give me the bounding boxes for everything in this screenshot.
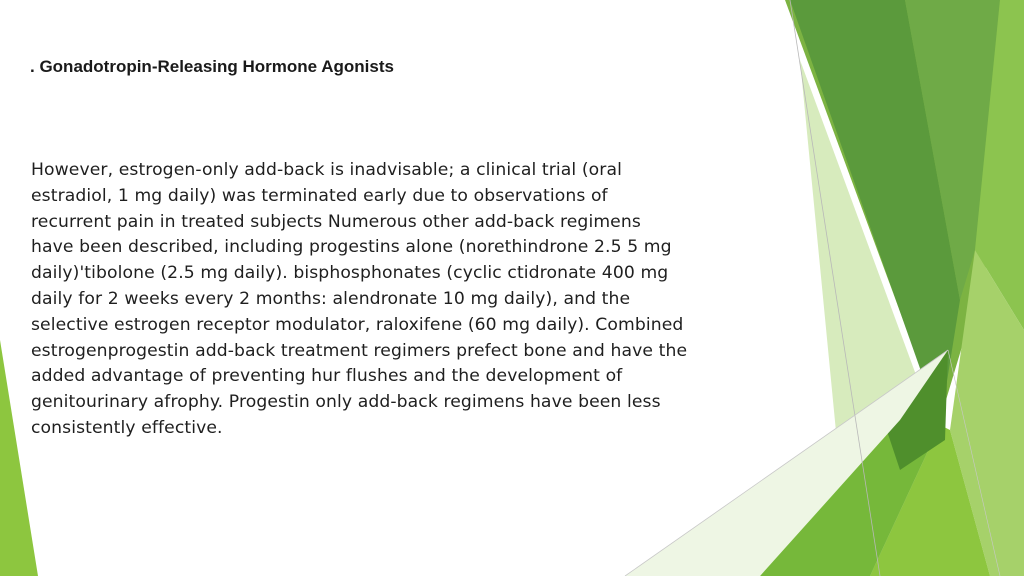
body-line: estradiol, 1 mg daily) was terminated early due to observations of — [31, 185, 608, 206]
body-line: recurrent pain in treated subjects Numerous other add-back regimens — [31, 211, 641, 232]
body-line: genitourinary afrophy. Progestin only add-back regimens have been less — [31, 392, 661, 413]
slide-title: . Gonadotropin-Releasing Hormone Agonists — [30, 57, 394, 76]
body-line: added advantage of preventing hur flushes and the development of — [31, 366, 623, 387]
body-paragraph — [31, 158, 771, 442]
body-line: However, estrogen-only add-back is inadvisable; a clinical trial (oral — [31, 160, 622, 180]
body-line: estrogenprogestin add-back treatment regimers prefect bone and have the — [31, 340, 688, 361]
body-line: selective estrogen receptor modulator, raloxifene (60 mg daily). Combined — [31, 314, 684, 335]
body-line: consistently effective. — [31, 417, 223, 438]
body-line: have been described, including progestins alone (norethindrone 2.5 5 mg — [31, 237, 672, 258]
body-line: daily)'tibolone (2.5 mg daily). bisphosphonates (cyclic ctidronate 400 mg — [31, 263, 669, 284]
body-line: daily for 2 weeks every 2 months: alendronate 10 mg daily), and the — [31, 288, 631, 309]
